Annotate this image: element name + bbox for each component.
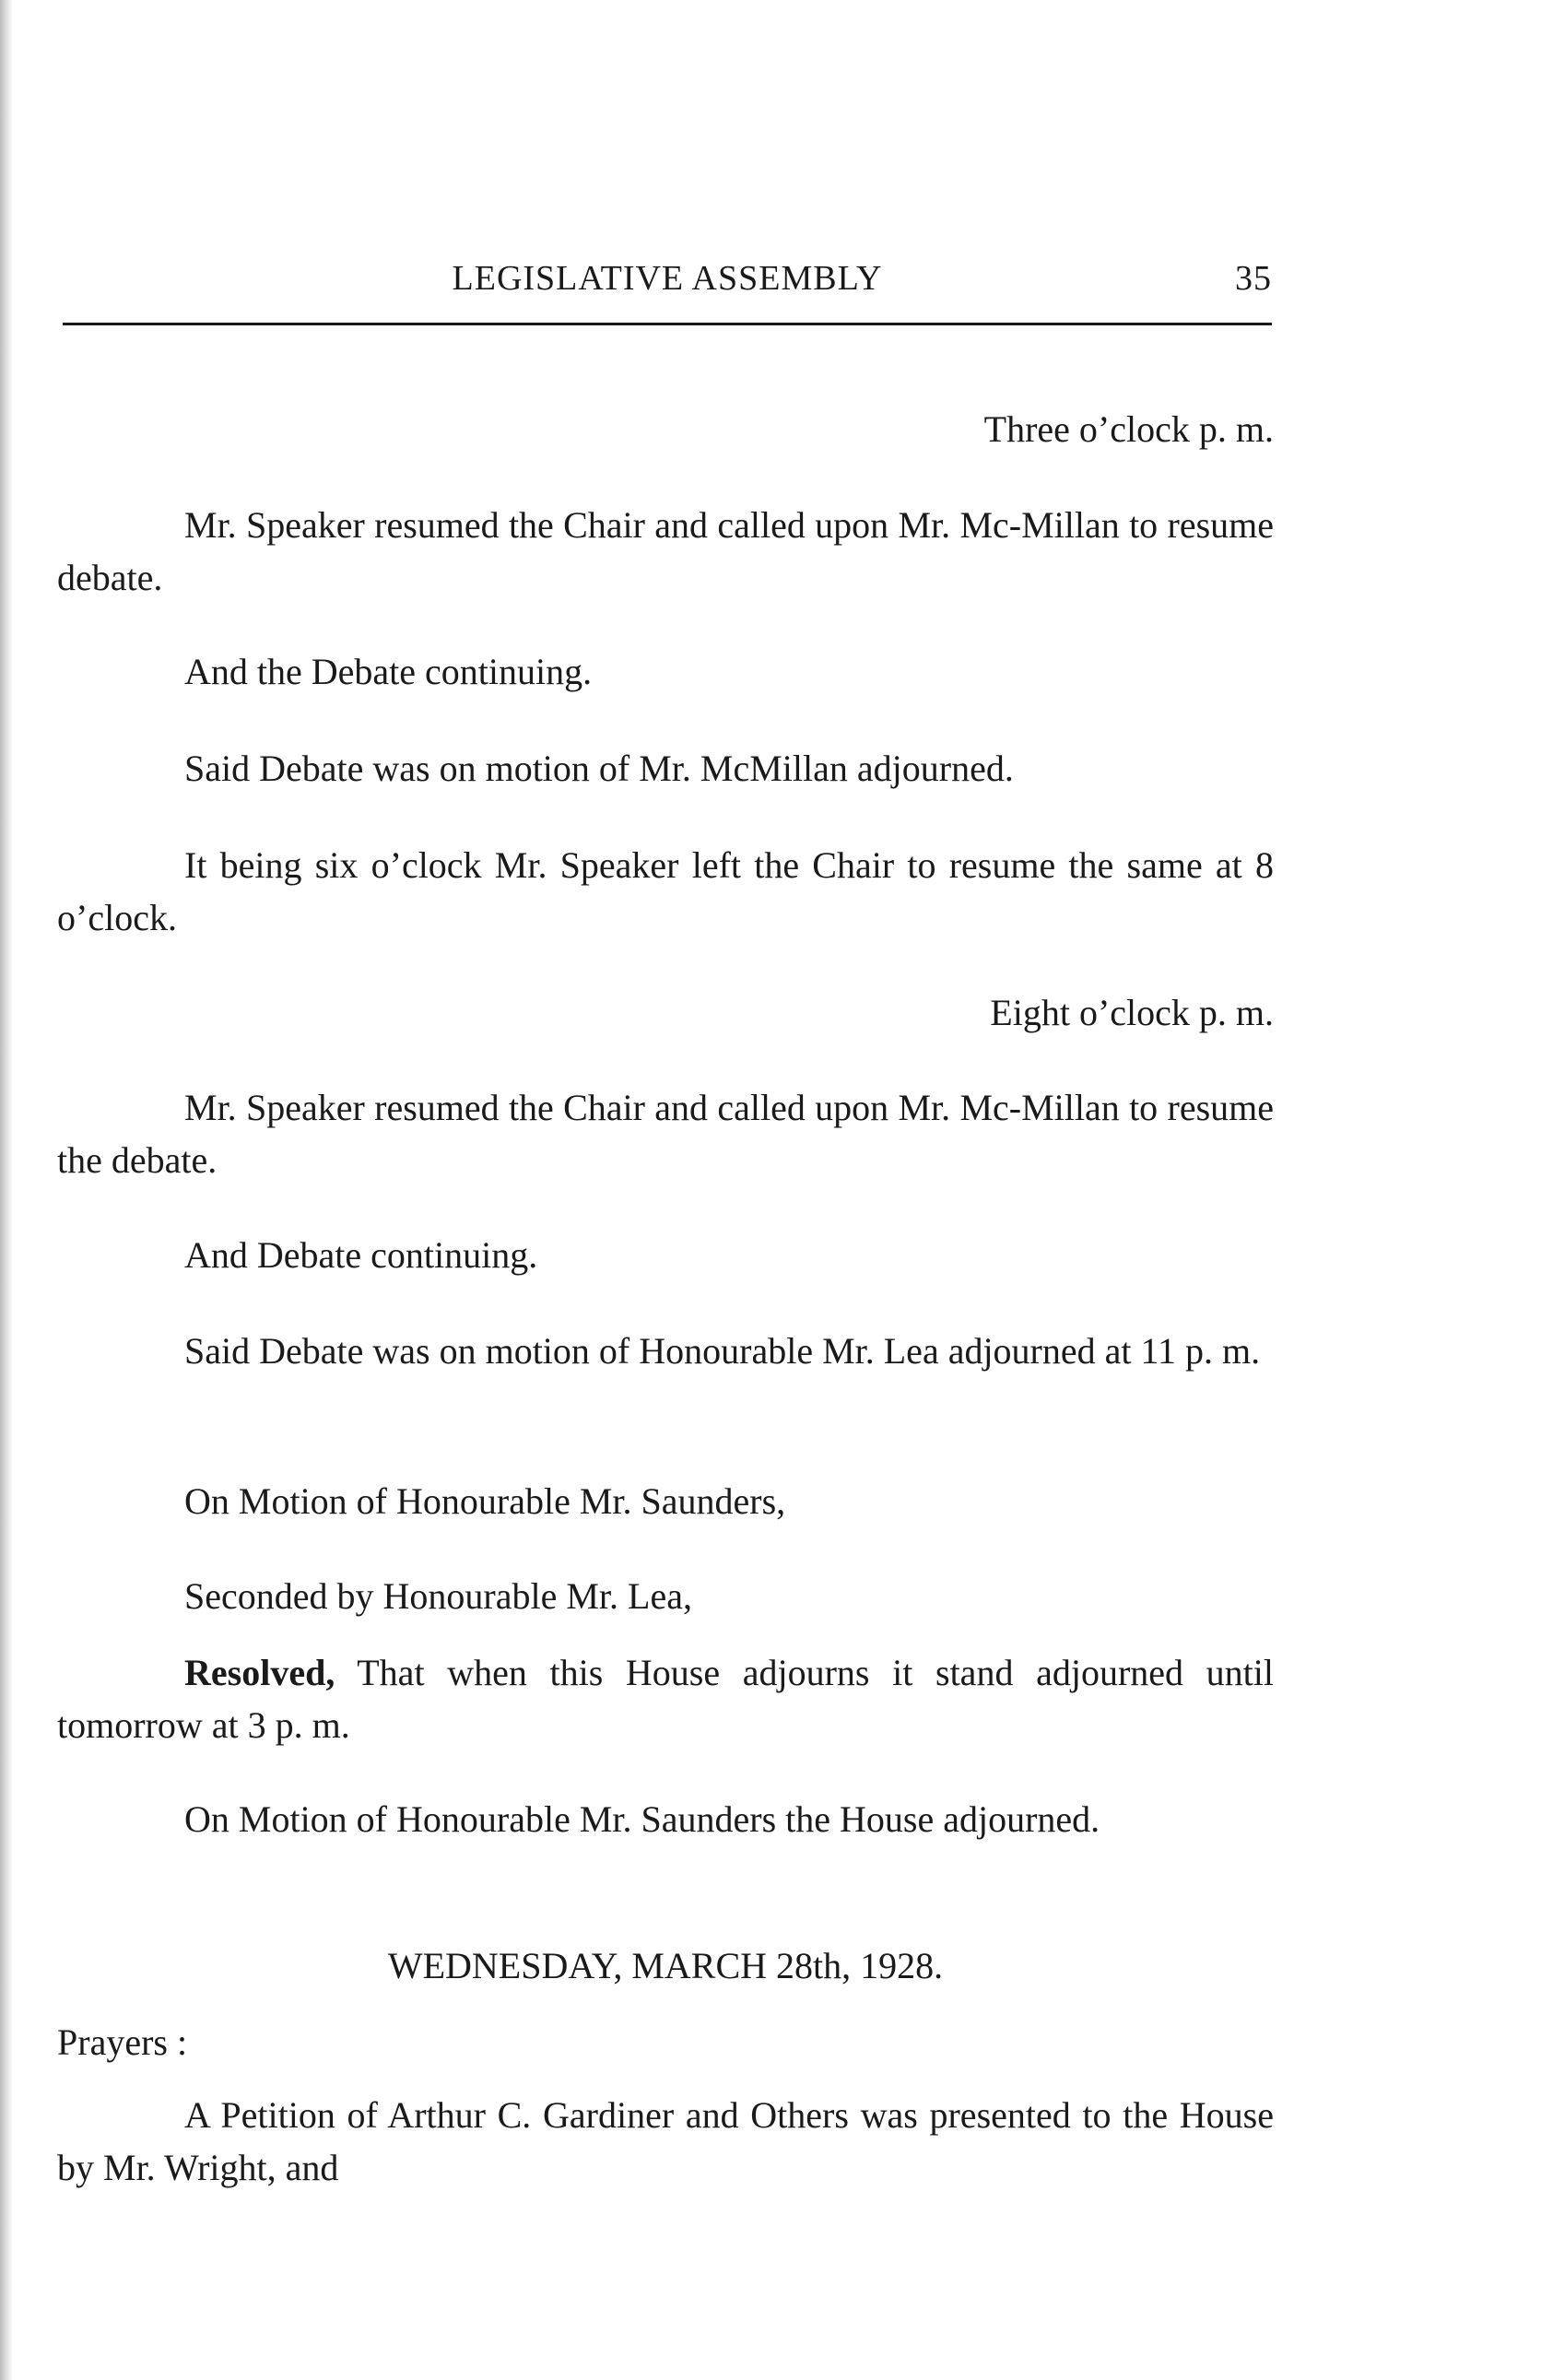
paragraph-resolved — [57, 1646, 1274, 1751]
running-head — [63, 258, 1272, 304]
paragraph-debate-adjourned-2: Said Debate was on motion of Honourable Mr. Lea adjourned at 11 p. m. — [184, 1330, 1261, 1372]
header-rule — [63, 323, 1272, 325]
page-edge-shadow — [0, 0, 13, 2380]
page-number: 35 — [1235, 259, 1272, 298]
paragraph-debate-adjourned-1: Said Debate was on motion of Mr. McMillan adjourned. — [184, 748, 1014, 789]
paragraph-motion-saunders: On Motion of Honourable Mr. Saunders, — [184, 1480, 786, 1522]
paragraph-six-oclock: It being six o’clock Mr. Speaker left the Chair to resume the same at 8 o’clock. — [57, 844, 1274, 938]
resolved-text: That when this House adjourns it stand adjourned until tomorrow at 3 p. m. — [57, 1652, 1274, 1746]
paragraph-debate-continuing-2: And Debate continuing. — [184, 1234, 538, 1276]
prayers-label: Prayers : — [57, 2021, 188, 2063]
resolved-label: Resolved, — [184, 1652, 335, 1693]
paragraph-speaker-resumed-1: Mr. Speaker resumed the Chair and called upon Mr. Mc-Millan to resume debate. — [57, 504, 1274, 598]
paragraph-seconded-lea: Seconded by Honourable Mr. Lea, — [184, 1575, 692, 1617]
time-heading-eight: Eight o’clock p. m. — [990, 992, 1274, 1033]
date-heading: WEDNESDAY, MARCH 28th, 1928. — [387, 1945, 944, 1986]
paragraph-debate-continuing-1: And the Debate continuing. — [184, 651, 593, 692]
paragraph-petition: A Petition of Arthur C. Gardiner and Others was presented to the House by Mr. Wright, and — [57, 2094, 1274, 2188]
time-heading-three: Three o’clock p. m. — [983, 408, 1274, 450]
paragraph-speaker-resumed-2: Mr. Speaker resumed the Chair and called upon Mr. Mc-Millan to resume the debate. — [57, 1087, 1274, 1181]
running-head-title: LEGISLATIVE ASSEMBLY — [452, 259, 883, 298]
paragraph-house-adjourned: On Motion of Honourable Mr. Saunders the House adjourned. — [184, 1798, 1100, 1840]
